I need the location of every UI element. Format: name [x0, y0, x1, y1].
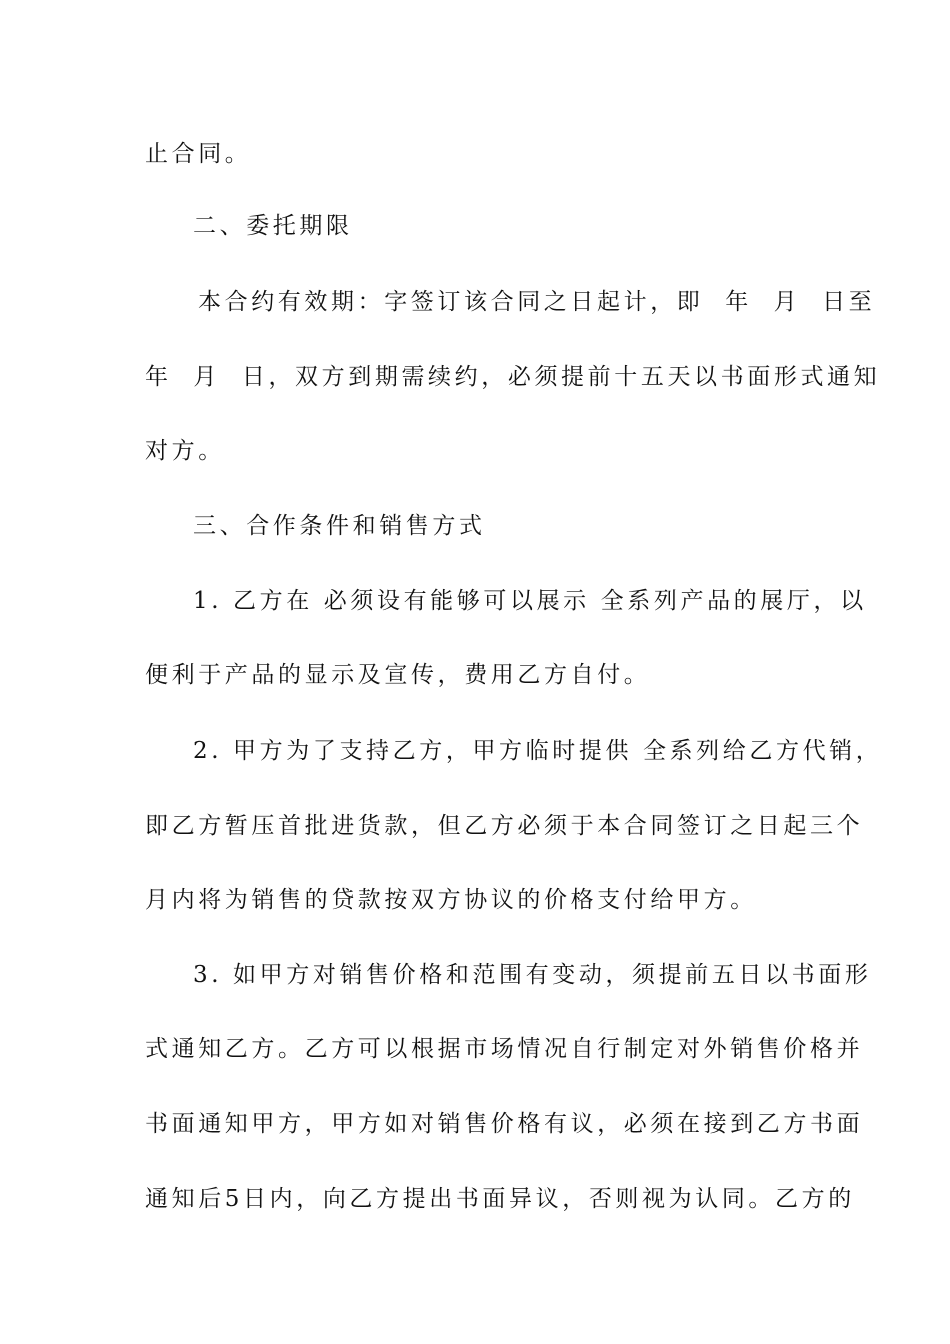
paragraph-line: 年 月 日，双方到期需续约，必须提前十五天以书面形式通知: [145, 364, 881, 390]
paragraph-line: 对方。: [145, 438, 225, 464]
section-heading: 三、合作条件和销售方式: [193, 513, 486, 539]
paragraph-line: 止合同。: [145, 141, 252, 167]
paragraph-line: 式通知乙方。乙方可以根据市场情况自行制定对外销售价格并: [145, 1036, 864, 1062]
paragraph-line: 1. 乙方在 必须设有能够可以展示 全系列产品的展厅，以: [193, 588, 867, 614]
paragraph-line: 月内将为销售的贷款按双方协议的价格支付给甲方。: [145, 887, 757, 913]
paragraph-line: 即乙方暂压首批进货款，但乙方必须于本合同签订之日起三个: [145, 813, 864, 839]
paragraph-line: 便利于产品的显示及宣传，费用乙方自付。: [145, 662, 651, 688]
paragraph-line: 本合约有效期：字签订该合同之日起计，即 年 月 日至: [198, 289, 876, 315]
section-heading: 二、委托期限: [193, 213, 353, 239]
paragraph-line: 通知后5日内，向乙方提出书面异议，否则视为认同。乙方的: [145, 1186, 855, 1212]
paragraph-line: 3. 如甲方对销售价格和范围有变动，须提前五日以书面形: [193, 962, 872, 988]
paragraph-line: 书面通知甲方，甲方如对销售价格有议，必须在接到乙方书面: [145, 1111, 864, 1137]
paragraph-line: 2. 甲方为了支持乙方，甲方临时提供 全系列给乙方代销，: [193, 738, 883, 764]
